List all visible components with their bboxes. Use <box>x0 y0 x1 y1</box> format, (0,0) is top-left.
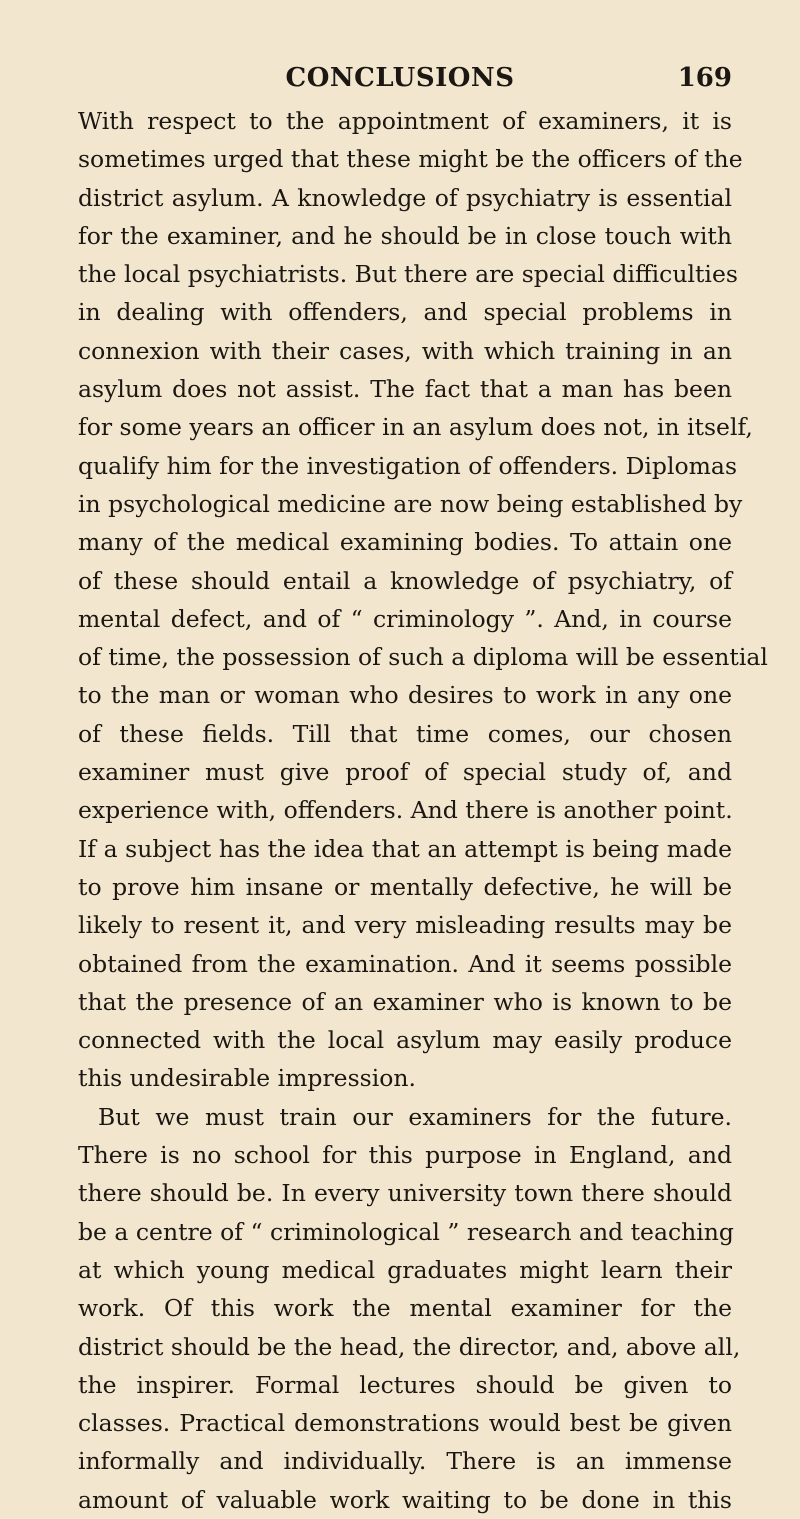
body-text <box>78 102 768 1519</box>
text-line: mental defect, and of “ criminology ”. And, in course <box>78 604 732 633</box>
text-line: in psychological medicine are now being established by <box>78 489 743 518</box>
text-line: With respect to the appointment of examiners, it is <box>78 107 732 135</box>
text-line: connected with the local asylum may easily produce <box>78 1026 732 1055</box>
text-line: informally and individually. There is an immense <box>78 1447 732 1476</box>
page-number: 169 <box>677 63 732 93</box>
text-line: for some years an officer in an asylum does not, in itself, <box>78 413 753 442</box>
text-line: asylum does not assist. The fact that a man has been <box>78 375 732 404</box>
page-header <box>68 60 732 96</box>
text-line: the inspirer. Formal lectures should be given to <box>78 1370 732 1399</box>
text-line: amount of valuable work waiting to be done in this <box>78 1485 732 1514</box>
running-title: CONCLUSIONS <box>285 63 515 93</box>
text-line: likely to resent it, and very misleading results may be <box>78 911 732 940</box>
text-line: be a centre of “ criminological ” research and teaching <box>78 1217 734 1246</box>
text-line: obtained from the examination. And it seems possible <box>78 949 732 978</box>
text-line: at which young medical graduates might learn their <box>78 1255 732 1284</box>
text-line: in dealing with offenders, and special problems in <box>78 298 732 327</box>
text-line: there should be. In every university town there should <box>78 1179 732 1208</box>
text-line: classes. Practical demonstrations would best be given <box>78 1409 732 1438</box>
text-line: the local psychiatrists. But there are special difficulties <box>78 260 738 289</box>
text-line: to the man or woman who desires to work in any one <box>78 681 732 710</box>
text-line: If a subject has the idea that an attempt is being made <box>78 834 732 863</box>
text-line: sometimes urged that these might be the officers of the <box>78 145 743 174</box>
text-line: connexion with their cases, with which training in an <box>78 336 732 365</box>
text-line: to prove him insane or mentally defective, he will be <box>78 872 732 901</box>
paragraph-end-line: this undesirable impression. <box>78 1064 416 1093</box>
text-line: work. Of this work the mental examiner for the <box>78 1294 732 1323</box>
text-line: of these fields. Till that time comes, our chosen <box>78 719 732 748</box>
text-line: experience with, offenders. And there is another point. <box>78 796 733 825</box>
text-line: of time, the possession of such a diploma will be essential <box>78 643 768 672</box>
text-line: qualify him for the investigation of offenders. Diplomas <box>78 451 737 480</box>
text-line: many of the medical examining bodies. To attain one <box>78 528 732 557</box>
text-line: district asylum. A knowledge of psychiatry is essential <box>78 183 732 212</box>
text-line: district should be the head, the director, and, above all, <box>78 1332 741 1361</box>
text-line: There is no school for this purpose in England, and <box>78 1141 732 1170</box>
text-line: that the presence of an examiner who is known to be <box>78 987 732 1016</box>
paragraph-start-line: But we must train our examiners for the future. <box>98 1102 732 1131</box>
text-line: for the examiner, and he should be in close touch with <box>78 221 732 250</box>
text-line: examiner must give proof of special study of, and <box>78 758 732 787</box>
text-line: of these should entail a knowledge of psychiatry, of <box>78 566 732 595</box>
